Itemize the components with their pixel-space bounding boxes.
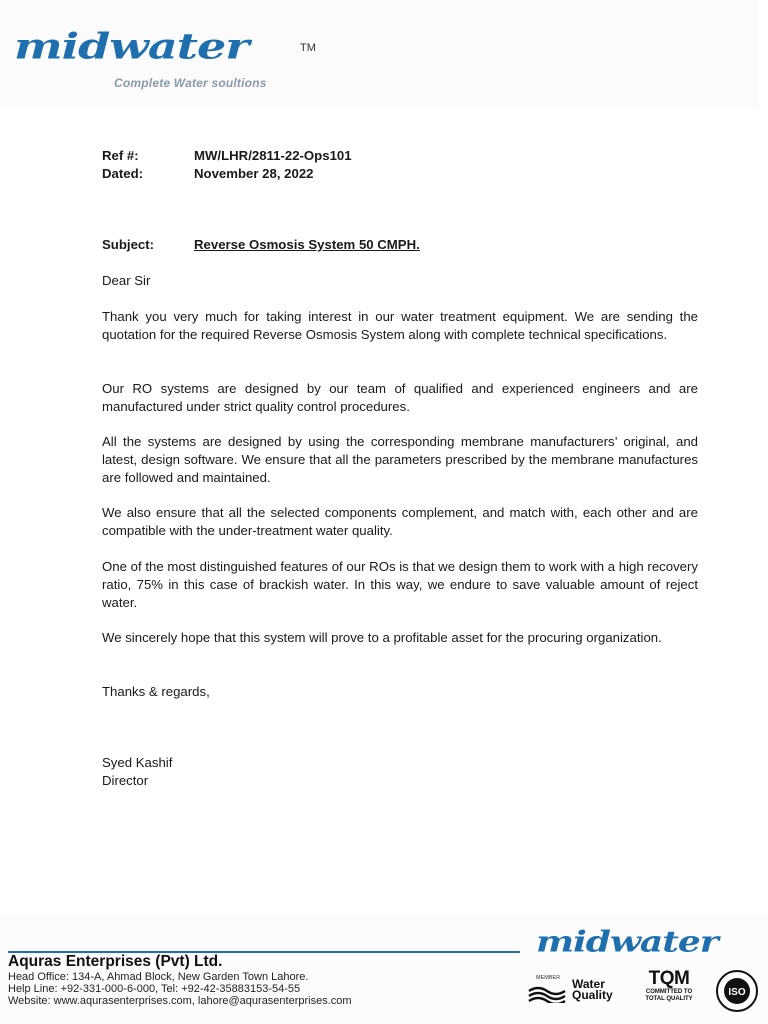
trademark-symbol: TM xyxy=(300,42,316,54)
iso-certification-icon xyxy=(715,969,759,1013)
logo-tagline: Complete Water soultions xyxy=(114,76,267,90)
paragraph-1 xyxy=(102,308,698,344)
wave-icon xyxy=(528,985,566,1003)
ref-value: MW/LHR/2811-22-Ops101 xyxy=(194,148,352,163)
closing: Thanks & regards, xyxy=(102,684,210,699)
logo-wordmark: midwater xyxy=(14,24,249,67)
iso-label: ISO xyxy=(728,987,746,998)
tqm-line-2: TOTAL QUALITY xyxy=(645,996,693,1002)
paragraph-2 xyxy=(102,380,698,416)
paragraph-text: One of the most distinguished features of our ROs is that we design them to work with a high recovery ratio, 75% in this case of brackish water. In this way, we endure to save valuable amount of reject water. xyxy=(102,559,698,610)
salutation: Dear Sir xyxy=(102,273,151,288)
wq-line-1: Water xyxy=(572,977,605,991)
water-quality-text xyxy=(572,979,613,1001)
date-value: November 28, 2022 xyxy=(194,166,314,181)
subject-value: Reverse Osmosis System 50 CMPH. xyxy=(194,237,420,252)
helpline: Help Line: +92-331-000-6-000, Tel: +92-42-35883153-54-55 xyxy=(8,983,301,995)
signatory-title: Director xyxy=(102,773,149,788)
paragraph-6 xyxy=(102,629,698,647)
head-office-address: Head Office: 134-A, Ahmad Block, New Garden Town Lahore. xyxy=(8,971,309,983)
tqm-badge xyxy=(644,969,694,1011)
website: Website: www.aqurasenterprises.com, lahore@aqurasenterprises.com xyxy=(8,995,352,1007)
tqm-title: TQM xyxy=(648,968,690,989)
wq-line-2: Quality xyxy=(572,988,613,1002)
paragraph-text: We sincerely hope that this system will prove to a profitable asset for the procuring organization. xyxy=(102,630,662,645)
date-label: Dated: xyxy=(102,166,144,181)
company-name: Aquras Enterprises (Pvt) Ltd. xyxy=(8,953,223,970)
water-quality-badge xyxy=(528,973,628,1013)
paragraph-text: We also ensure that all the selected components complement, and match with, each other and are compatible with the under-treatment water quality. xyxy=(102,505,698,538)
paragraph-3 xyxy=(102,433,698,487)
signatory-name: Syed Kashif xyxy=(102,755,173,770)
midwater-footer-logo: midwater xyxy=(536,925,718,959)
midwater-logo xyxy=(14,24,324,98)
ref-label: Ref #: xyxy=(102,148,139,163)
subject-label: Subject: xyxy=(102,237,155,252)
paragraph-text: All the systems are designed by using the corresponding membrane manufacturers’ original, and latest, design software. We ensure that all the parameters prescribed by the membrane manufactures are followed and maintained. xyxy=(102,434,698,485)
paragraph-5 xyxy=(102,558,698,612)
member-label: MEMBER xyxy=(536,975,561,981)
paragraph-4 xyxy=(102,504,698,540)
letterhead-footer xyxy=(0,915,768,1024)
footer-divider xyxy=(8,951,520,953)
tqm-line-1: COMMITTED TO xyxy=(645,989,693,995)
paragraph-text: Our RO systems are designed by our team of qualified and experienced engineers and are manufactured under strict quality control procedures. xyxy=(102,381,698,414)
paragraph-text: Thank you very much for taking interest in our water treatment equipment. We are sending the quotation for the required Reverse Osmosis System along with complete technical specifications. xyxy=(102,309,698,342)
